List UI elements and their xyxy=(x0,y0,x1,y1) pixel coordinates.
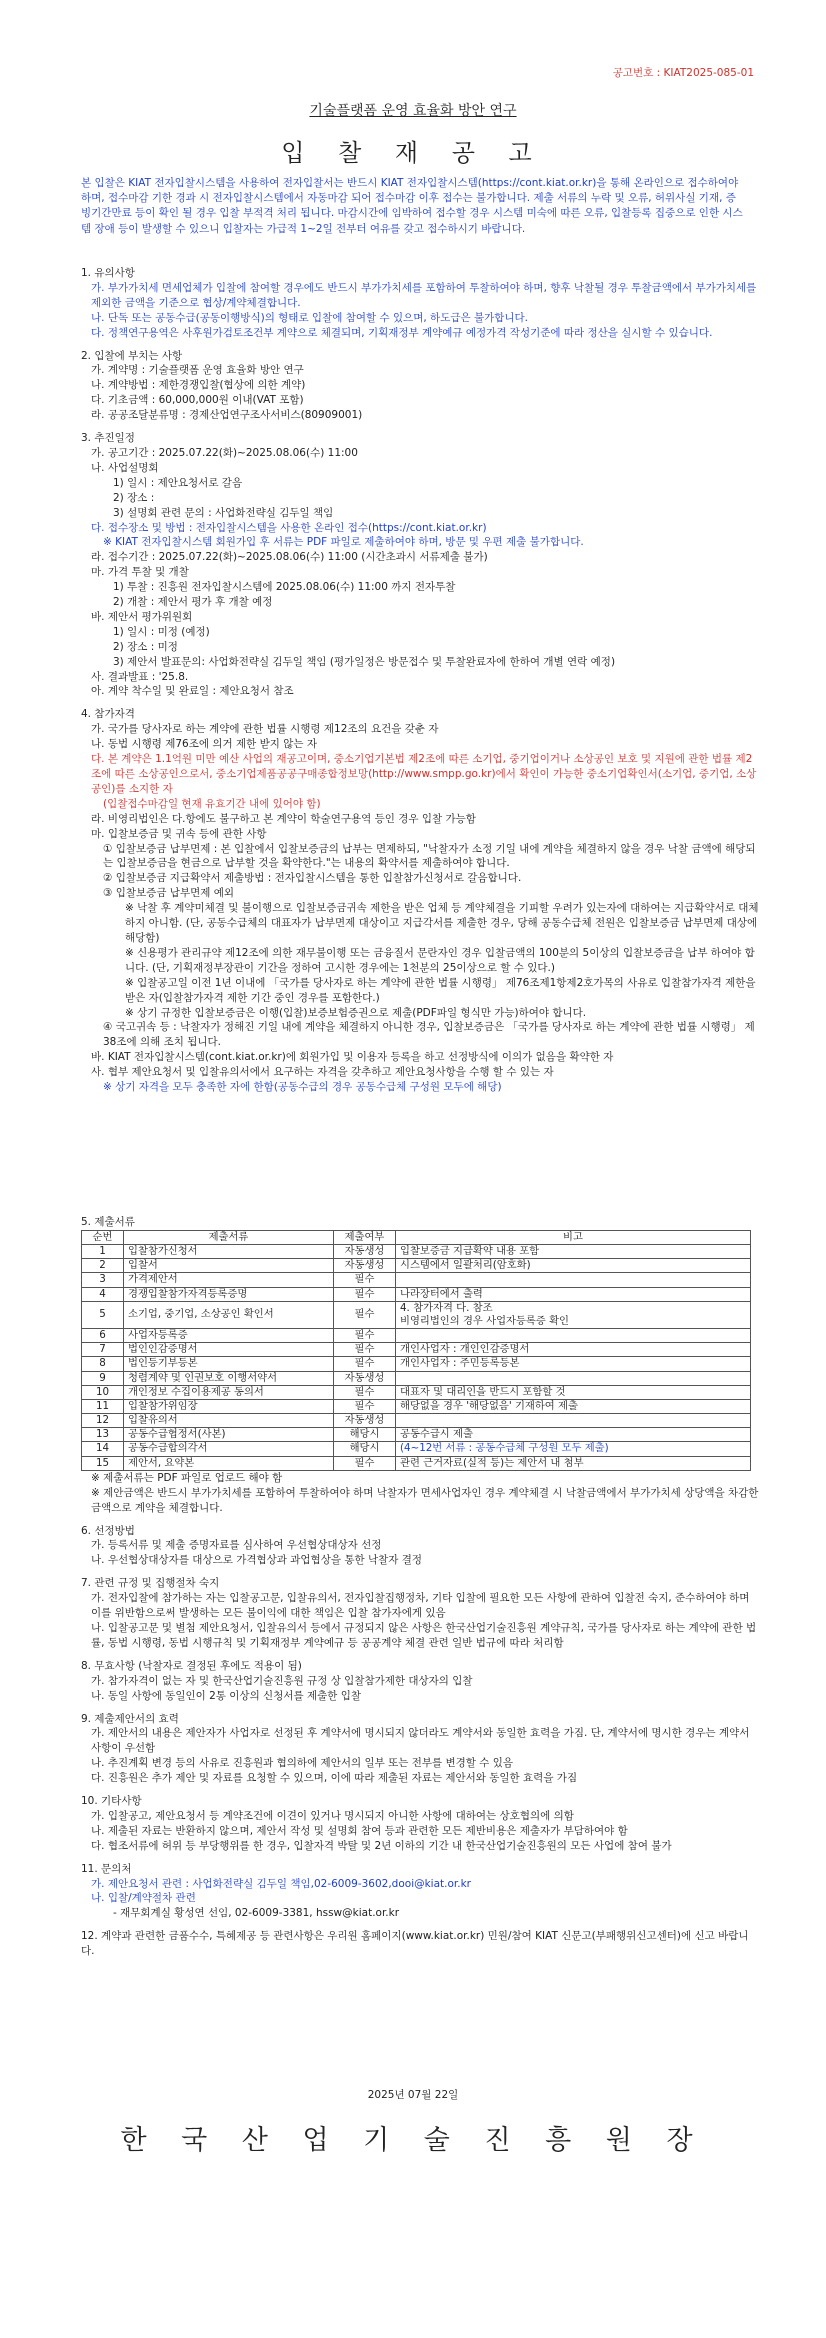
cell-no: 5 xyxy=(82,1301,124,1328)
deposit-exception-note-3: ※ 입찰공고일 이전 1년 이내에 「국가를 당사자로 하는 계약에 관한 법률 시행령」 제76조제1항제2호가목의 사유로 입찰참가자격 제한을 받은 자(입찰참가자격 제한 기간 중인 경우를 포함한다.) xyxy=(125,976,756,1004)
cell-document: 공동수급합의각서 xyxy=(124,1442,334,1456)
table-row xyxy=(82,1456,751,1470)
notes-item-a: 가. 부가가치세 면세업체가 입찰에 참여할 경우에도 반드시 부가가치세를 포함하여 투찰하여야 하며, 향후 낙찰될 경우 투찰금액에서 부가가치세를 제외한 금액을 기준으로 협상/계약체결합니다. xyxy=(91,281,757,309)
section-title: 10. 기타사항 xyxy=(81,1795,142,1808)
cell-note: 공동수급시 제출 xyxy=(396,1428,751,1442)
regulations-a: 가. 전자입찰에 참가하는 자는 입찰공고문, 입찰유의서, 전자입찰집행정차, 기타 입찰에 필요한 모든 사항에 관하여 입찰전 숙지, 준수하여야 하며 이를 위반함으로써 발생하는 모든 불이익에 대한 책임은 입찰 참가자에게 있음 xyxy=(91,1592,750,1620)
cell-note: 개인사업자 : 개인인감증명서 xyxy=(396,1343,751,1357)
page-title: 입 찰 재 공 고 xyxy=(281,139,545,167)
section-proposal-effect xyxy=(81,1712,761,1787)
table-header-row xyxy=(82,1230,751,1244)
evaluation-committee: 바. 제안서 평가위원회 xyxy=(91,610,193,623)
cell-no: 8 xyxy=(82,1357,124,1371)
cell-document: 개인정보 수집이용제공 동의서 xyxy=(124,1385,334,1399)
cell-no: 13 xyxy=(82,1428,124,1442)
cell-required: 해당시 xyxy=(334,1428,396,1442)
briefing-place: 2) 장소 : xyxy=(113,491,155,504)
contact-bid: 나. 입찰/계약절차 관련 xyxy=(91,1892,196,1905)
section-title: 5. 제출서류 xyxy=(81,1216,135,1228)
table-row xyxy=(82,1399,751,1413)
cell-required: 필수 xyxy=(334,1385,396,1399)
cell-document: 입찰참가위임장 xyxy=(124,1399,334,1413)
contact-proposal: 가. 제안요청서 관련 : 사업화전략실 김두일 책임,02-6009-3602,dooi@kiat.or.kr xyxy=(91,1877,472,1890)
eligibility-f: 바. KIAT 전자입찰시스템(cont.kiat.or.kr)에 회원가입 및 이용자 등록을 하고 선정방식에 이의가 없음을 확약한 자 xyxy=(91,1051,614,1064)
section-title: 9. 제출제안서의 효력 xyxy=(81,1712,179,1725)
deposit-forfeit: ④ 국고귀속 등 : 낙찰자가 정해진 기일 내에 계약을 체결하지 아니한 경우, 입찰보증금은 「국가를 당사자로 하는 계약에 관한 법률 시행령」 제38조에 의해 조치 됩니다. xyxy=(103,1021,755,1049)
col-header-req: 제출여부 xyxy=(334,1230,396,1244)
cell-no: 2 xyxy=(82,1259,124,1273)
bid-open: 2) 개찰 : 제안서 평가 후 개찰 예정 xyxy=(113,596,273,609)
announcement-date: 2025년 07월 22일 xyxy=(367,2089,459,2101)
contract-dates: 아. 계약 착수일 및 완료일 : 제안요청서 참조 xyxy=(91,685,294,698)
deposit-exception-note-2: ※ 신용평가 관리규약 제12조에 의한 재무불이행 또는 금융질서 문란자인 경우 입찰금액의 100분의 5이상의 입찰보증금을 납부 하여야 합니다. (단, 기획재정부장관이 기간을 정하여 고시한 경우에는 1천분의 25이상으로 할 수 있다.) xyxy=(125,946,755,974)
cell-no: 14 xyxy=(82,1442,124,1456)
submission-period: 라. 접수기간 : 2025.07.22(화)~2025.08.06(수) 11:00 (시간초과시 서류제출 불가) xyxy=(91,551,488,564)
contract-name: 가. 계약명 : 기술플랫폼 운영 효율화 방안 연구 xyxy=(91,364,304,377)
section-invalidity xyxy=(81,1659,761,1704)
table-row xyxy=(82,1428,751,1442)
deposit-exception: ③ 입찰보증금 납부면제 예외 xyxy=(103,887,234,900)
col-header-doc: 제출서류 xyxy=(124,1230,334,1244)
briefing-contact: 3) 설명회 관련 문의 : 사업화전략실 김두일 책임 xyxy=(113,506,334,519)
section-contact xyxy=(81,1862,761,1922)
cell-no: 1 xyxy=(82,1245,124,1259)
regulations-b: 나. 입찰공고문 및 별첨 제안요청서, 입찰유의서 등에서 규정되지 않은 사항은 한국산업기술진흥원 계약규칙, 국가를 당사자로 하는 계약에 관한 법률, 동법 시행령, 동법 시행규칙 및 기획재정부 계약예규 등 공공계약 체결 관련 일반 법규에 따라 처리함 xyxy=(91,1621,757,1649)
cell-required: 필수 xyxy=(334,1329,396,1343)
documents-note-2: ※ 제안금액은 반드시 부가가치세를 포함하여 투찰하여야 하며 낙찰자가 면세사업자인 경우 계약체결 시 낙찰금액에서 부가가치세 상당액을 차감한 금액으로 계약을 체결합니다. xyxy=(91,1486,759,1514)
cell-note: 나라장터에서 출력 xyxy=(396,1287,751,1301)
table-row xyxy=(82,1273,751,1287)
sections-1-4 xyxy=(81,266,761,1095)
section-report xyxy=(81,1929,761,1959)
table-row xyxy=(82,1442,751,1456)
section-title: 1. 유의사항 xyxy=(81,267,135,279)
cell-document: 제안서, 요약본 xyxy=(124,1456,334,1470)
cell-note xyxy=(396,1273,751,1287)
proposal-effect-b: 나. 추진계획 변경 등의 사유로 진흥원과 협의하에 제안서의 일부 또는 전부를 변경할 수 있음 xyxy=(91,1757,514,1770)
eligibility-d: 라. 비영리법인은 다.항에도 불구하고 본 계약이 학술연구용역 등인 경우 입찰 가능함 xyxy=(91,812,476,825)
cell-no: 4 xyxy=(82,1287,124,1301)
project-subtitle: 기술플랫폼 운영 효율화 방안 연구 xyxy=(309,103,517,119)
bid-opening: 마. 가격 투찰 및 개찰 xyxy=(91,566,189,579)
other-c: 다. 협조서류에 허위 등 부당행위를 한 경우, 입찰자격 박탈 및 2년 이하의 기간 내 한국산업기술진흥원의 모든 사업에 참여 불가 xyxy=(91,1839,672,1852)
section-title: 11. 문의처 xyxy=(81,1862,132,1875)
procurement-category: 라. 공공조달분류명 : 경제산업연구조사서비스(80909001) xyxy=(91,409,363,422)
intro-notice: 본 입찰은 KIAT 전자입찰시스템을 사용하여 전자입찰서는 반드시 KIAT 전자입찰시스템(https://cont.kiat.or.kr)을 통해 온라인으로 접수하여야 하며, 접수마감 기한 경과 시 전자입찰시스템에서 자동마감 되어 접수마감 이후 접수는 불가합니다. 제출 서류의 누락 및 오류, 허위사실 기재, 증빙기간만료 등이 확인 될 경우 입찰 부적격 처리 됩니다. 마감시간에 임박하여 접수할 경우 시스템 미숙에 따른 오류, 입찰등록 집중으로 인한 시스템 장애 등이 발생할 수 있으니 입찰자는 가급적 1~2일 전부터 여유를 갖고 접수하시기 바랍니다. xyxy=(81,177,743,235)
cell-document: 청렴계약 및 인권보호 이행서약서 xyxy=(124,1371,334,1385)
deposit-exemption: ① 입찰보증금 납부면제 : 본 입찰에서 입찰보증금의 납부는 면제하되, "낙찰자가 소정 기일 내에 계약을 체결하지 않을 경우 낙찰 금액에 해당되는 입찰보증금을 현금으로 납부할 것을 확약한다."는 내용의 확약서를 제출하여야 합니다. xyxy=(103,842,756,870)
table-row xyxy=(82,1414,751,1428)
eligibility-c: 다. 본 계약은 1.1억원 미만 예산 사업의 재공고이며, 중소기업기본법 제2조에 따른 소기업, 중기업이거나 소상공인 보호 및 지원에 관한 법률 제2조에 따른 소상공인으로서, 중소기업제품공공구매종합정보망(http://www.smpp.go.kr)에서 확인이 가능한 중소기업확인서(소기업, 중기업, 소상공인)를 소지한 자 xyxy=(91,753,757,795)
cell-no: 9 xyxy=(82,1371,124,1385)
invalidity-b: 나. 동일 사항에 동일인이 2통 이상의 신청서를 제출한 입찰 xyxy=(91,1689,362,1702)
submission-method: 다. 접수장소 및 방법 : 전자입찰시스템을 사용한 온라인 접수(https://cont.kiat.or.kr) xyxy=(91,521,487,534)
eligibility-g: 사. 협부 제안요청서 및 입찰유의서에서 요구하는 자격을 갖추하고 제안요청사항을 수행 할 수 있는 자 xyxy=(91,1066,554,1079)
table-row xyxy=(82,1259,751,1273)
cell-note xyxy=(396,1371,751,1385)
cell-note: 대표자 및 대리인을 반드시 포함할 것 xyxy=(396,1385,751,1399)
table-row xyxy=(82,1357,751,1371)
section-title: 4. 참가자격 xyxy=(81,708,135,721)
cell-document: 입찰유의서 xyxy=(124,1414,334,1428)
section-title: 3. 추진일정 xyxy=(81,432,135,445)
cell-required: 필수 xyxy=(334,1301,396,1328)
eligibility-c-note: (입찰접수마감일 현재 유효기간 내에 있어야 함) xyxy=(103,797,321,810)
cell-note xyxy=(396,1414,751,1428)
bid-submit: 1) 투찰 : 진흥원 전자입찰시스템에 2025.08.06(수) 11:00 까지 전자투찰 xyxy=(113,581,456,594)
cell-note: 입찰보증금 지급확약 내용 포함 xyxy=(396,1245,751,1259)
cell-required: 해당시 xyxy=(334,1442,396,1456)
cell-no: 7 xyxy=(82,1343,124,1357)
evaluation-date: 1) 일시 : 미정 (예정) xyxy=(113,625,210,638)
evaluation-contact: 3) 제안서 발표문의: 사업화전략실 김두일 책임 (평가일정은 방문접수 및 투찰완료자에 한하여 개별 연락 예정) xyxy=(113,655,616,668)
deposit-exception-note-1: ※ 낙찰 후 계약미체결 및 불이행으로 입찰보증금귀속 제한을 받은 업체 등 계약체결을 기피할 우려가 있는자에 대하여는 지급확약서로 대체하지 아니함. (단, 공동수급체의 대표자가 납부면제 대상이고 지급각서를 제출한 경우, 당해 공동수급체 전원은 입찰보증금 납부면제 대상에 해당함) xyxy=(125,902,759,944)
cell-required: 필수 xyxy=(334,1399,396,1413)
invalidity-a: 가. 참가자격이 없는 자 및 한국산업기술진흥원 규정 상 입찰참가제한 대상자의 입찰 xyxy=(91,1674,473,1687)
cell-note: 4. 참가자격 다. 참조 비영리법인의 경우 사업자등록증 확인 xyxy=(396,1301,751,1328)
section-title: 2. 입찰에 부치는 사항 xyxy=(81,349,183,362)
cell-note: (4~12번 서류 : 공동수급체 구성원 모두 제출) xyxy=(396,1442,751,1456)
cell-required: 자동생성 xyxy=(334,1371,396,1385)
cell-document: 소기업, 중기업, 소상공인 확인서 xyxy=(124,1301,334,1328)
cell-document: 사업자등록증 xyxy=(124,1329,334,1343)
notice-period: 가. 공고기간 : 2025.07.22(화)~2025.08.06(수) 11:00 xyxy=(91,446,358,459)
submission-note: ※ KIAT 전자입찰시스템 회원가입 후 서류는 PDF 파일로 제출하여야 하며, 방문 및 우편 제출 불가합니다. xyxy=(103,536,584,549)
documents-table-body xyxy=(82,1245,751,1471)
documents-table xyxy=(81,1230,751,1471)
cell-required: 필수 xyxy=(334,1343,396,1357)
deposit-exception-note-4: ※ 상기 규정한 입찰보증금은 이행(입찰)보증보험증권으로 제출(PDF파일 형식만 가능)하여야 합니다. xyxy=(125,1006,587,1019)
cell-document: 법인등기부등본 xyxy=(124,1357,334,1371)
section-documents xyxy=(81,1215,761,1516)
base-amount: 다. 기초금액 : 60,000,000원 이내(VAT 포함) xyxy=(91,394,304,407)
section-title: 6. 선정방법 xyxy=(81,1524,135,1537)
table-row xyxy=(82,1371,751,1385)
col-header-no: 순번 xyxy=(82,1230,124,1244)
cell-document: 공동수급협정서(사본) xyxy=(124,1428,334,1442)
cell-note xyxy=(396,1329,751,1343)
briefing-session: 나. 사업설명회 xyxy=(91,461,159,474)
documents-note-1: ※ 제출서류는 PDF 파일로 업로드 해야 함 xyxy=(91,1471,283,1484)
proposal-effect-c: 다. 진흥원은 추가 제안 및 자료를 요청할 수 있으며, 이에 따라 제출된 자료는 제안서와 동일한 효력을 가짐 xyxy=(91,1772,578,1785)
other-a: 가. 입찰공고, 제안요청서 등 계약조건에 이견이 있거나 명시되지 아니한 사항에 대하여는 상호협의에 의함 xyxy=(91,1809,574,1822)
cell-document: 입찰참가신청서 xyxy=(124,1245,334,1259)
cell-required: 자동생성 xyxy=(334,1259,396,1273)
section-title: 7. 관련 규정 및 집행절차 숙지 xyxy=(81,1577,220,1590)
cell-no: 3 xyxy=(82,1273,124,1287)
result-announcement: 사. 결과발표 : '25.8. xyxy=(91,670,189,683)
table-row xyxy=(82,1329,751,1343)
cell-required: 필수 xyxy=(334,1273,396,1287)
cell-required: 자동생성 xyxy=(334,1245,396,1259)
eligibility-a: 가. 국가를 당사자로 하는 계약에 관한 법률 시행령 제12조의 요건을 갖춘 자 xyxy=(91,723,439,736)
cell-required: 필수 xyxy=(334,1287,396,1301)
cell-no: 12 xyxy=(82,1414,124,1428)
cell-required: 필수 xyxy=(334,1357,396,1371)
selection-b: 나. 우선협상대상자를 대상으로 가격협상과 과업협상을 통한 낙찰자 결정 xyxy=(91,1554,422,1567)
col-header-note: 비고 xyxy=(396,1230,751,1244)
cell-note: 해당없을 경우 '해당없음' 기재하여 제출 xyxy=(396,1399,751,1413)
proposal-effect-a: 가. 제안서의 내용은 제안자가 사업자로 선정된 후 계약서에 명시되지 않더라도 계약서와 동일한 효력을 가짐. 단, 계약서에 명시한 경우는 계약서 사항이 우선함 xyxy=(91,1727,750,1755)
cell-note: 관련 근거자료(실적 등)는 제안서 내 첨부 xyxy=(396,1456,751,1470)
table-row xyxy=(82,1385,751,1399)
cell-no: 11 xyxy=(82,1399,124,1413)
section-bid-items xyxy=(81,349,761,424)
table-row xyxy=(82,1343,751,1357)
eligibility-e: 마. 입찰보증금 및 귀속 등에 관한 사항 xyxy=(91,827,267,840)
section-eligibility xyxy=(81,707,761,1095)
cell-required: 필수 xyxy=(334,1456,396,1470)
report-notice: 12. 계약과 관련한 금품수수, 특혜제공 등 관련사항은 우리원 홈페이지(www.kiat.or.kr) 민원/참여 KIAT 신문고(부패행위신고센터)에 신고 바랍니다. xyxy=(81,1930,749,1958)
section-schedule xyxy=(81,431,761,699)
other-b: 나. 제출된 자료는 반환하지 않으며, 제안서 작성 및 설명회 참여 등과 관련한 모든 제반비용은 제출자가 부담하여야 함 xyxy=(91,1824,628,1837)
briefing-date: 1) 일시 : 제안요청서로 갈음 xyxy=(113,476,243,489)
section-regulations xyxy=(81,1576,761,1651)
eligibility-b: 나. 동법 시행령 제76조에 의거 제한 받지 않는 자 xyxy=(91,738,317,751)
cell-required: 자동생성 xyxy=(334,1414,396,1428)
section-notes xyxy=(81,266,761,341)
cell-no: 6 xyxy=(82,1329,124,1343)
table-row xyxy=(82,1287,751,1301)
section-title: 8. 무효사항 (낙찰자로 결정된 후에도 적용이 됨) xyxy=(81,1659,302,1672)
contact-bid-person: - 재무회계실 황성연 선임, 02-6009-3381, hssw@kiat.or.kr xyxy=(113,1907,400,1920)
table-row xyxy=(82,1301,751,1328)
cell-document: 경쟁입찰참가자격등록증명 xyxy=(124,1287,334,1301)
cell-document: 가격제안서 xyxy=(124,1273,334,1287)
deposit-method: ② 입찰보증금 지급확약서 제출방법 : 전자입찰시스템을 통한 입찰참가신청서로 갈음합니다. xyxy=(103,872,522,885)
notes-item-b: 나. 단독 또는 공동수급(공동이행방식)의 형태로 입찰에 참여할 수 있으며, 하도급은 불가합니다. xyxy=(91,311,529,324)
selection-a: 가. 등록서류 및 제출 증명자료를 심사하여 우선협상대상자 선정 xyxy=(91,1539,382,1552)
signature: 한 국 산 업 기 술 진 흥 원 장 xyxy=(120,2125,706,2156)
cell-no: 15 xyxy=(82,1456,124,1470)
doc-number: 공고번호 : KIAT2025-085-01 xyxy=(612,67,754,79)
eligibility-g-note: ※ 상기 자격을 모두 충족한 자에 한함(공동수급의 경우 공동수급체 구성원 모두에 해당) xyxy=(103,1081,502,1094)
table-row xyxy=(82,1245,751,1259)
cell-no: 10 xyxy=(82,1385,124,1399)
notes-item-c: 다. 정책연구용역은 사후원가검토조건부 계약으로 체결되며, 기획재정부 계약예규 예정가격 작성기준에 따라 정산을 실시할 수 있습니다. xyxy=(91,326,713,339)
contract-method: 나. 계약방법 : 제한경쟁입찰(협상에 의한 계약) xyxy=(91,379,306,392)
cell-document: 입찰서 xyxy=(124,1259,334,1273)
evaluation-place: 2) 장소 : 미정 xyxy=(113,640,178,653)
cell-note: 개인사업자 : 주민등록등본 xyxy=(396,1357,751,1371)
cell-document: 법인인감증명서 xyxy=(124,1343,334,1357)
sections-5-12 xyxy=(81,1215,761,1959)
section-other xyxy=(81,1794,761,1854)
cell-note: 시스템에서 일괄처리(암호화) xyxy=(396,1259,751,1273)
section-selection xyxy=(81,1524,761,1569)
